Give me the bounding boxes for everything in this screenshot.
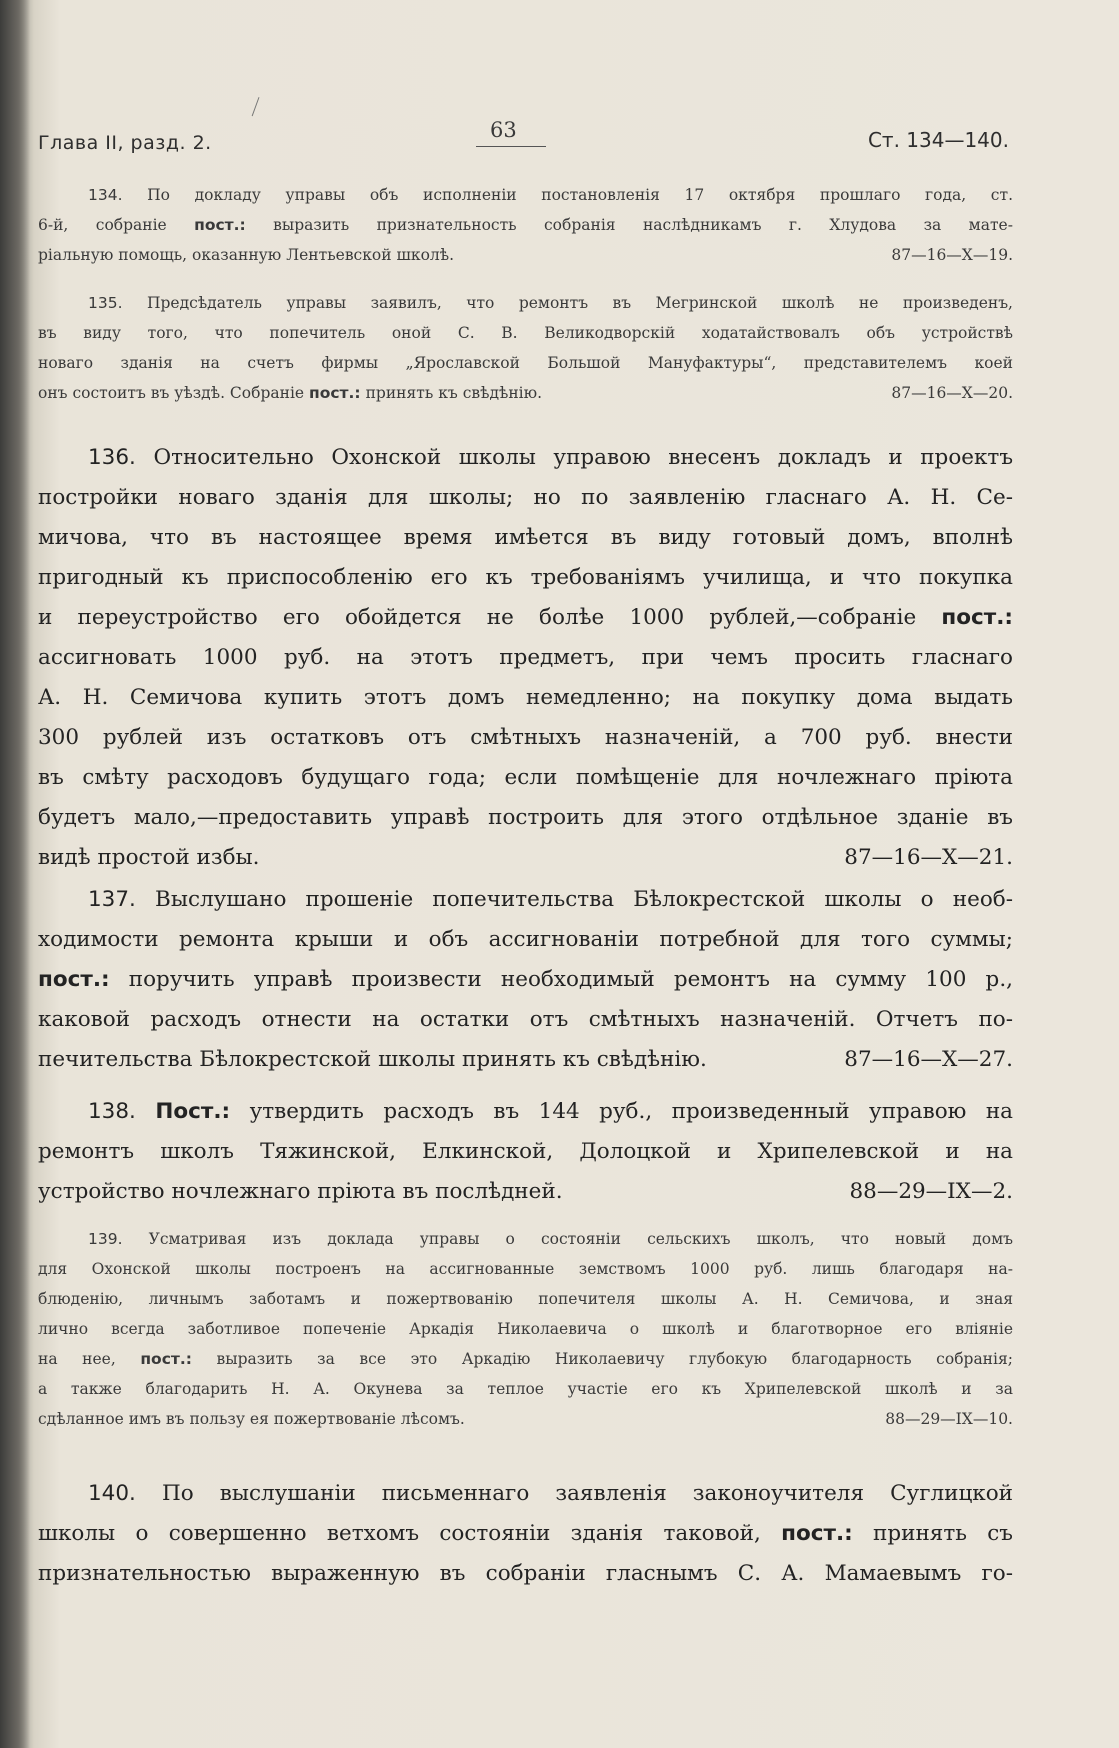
binding-edge	[0, 0, 30, 1748]
resolution-keyword: пост.:	[309, 384, 361, 402]
resolution-keyword: пост.:	[941, 605, 1014, 630]
running-header	[38, 110, 1009, 160]
article-number: 136.	[88, 445, 136, 470]
article-number: 137.	[88, 887, 136, 912]
resolution-keyword: Пост.:	[155, 1099, 231, 1124]
article-134: 134. По докладу управы объ исполненіи постановленія 17 октября прошлаго года, ст. 6-й, собраніе пост.: выразить признательность собранія наслѣдникамъ г. Хлудова за мате- ріальную помощь, оказанную Лентьевской школѣ. 87—16—X—19.	[38, 180, 1013, 270]
resolution-keyword: пост.:	[194, 216, 246, 234]
article-140: 140. По выслушаніи письменнаго заявленія законоучителя Суглицкой школы о совершенно ветхомъ состояніи зданія таковой, пост.: принять съ признательностью выраженную въ собраніи гласнымъ С. А. Мамаевымъ го-	[38, 1481, 1013, 1586]
article-137: 137. Выслушано прошеніе попечительства Бѣлокрестской школы о необ- ходимости ремонта крыши и объ ассигнованіи потребной для того суммы; пост.: поручить управѣ произвести необходимый ремонтъ на сумму 100 р., каковой расходъ отнести на остатки отъ смѣтныхъ назначеній. Отчетъ по- печительства Бѣлокрестской школы принять къ свѣдѣнію. 87—16—X—27.	[38, 880, 1013, 1080]
page-number: 63	[490, 118, 517, 142]
page-number-rule	[476, 146, 546, 147]
article-number: 138.	[88, 1099, 136, 1124]
journal-reference: 87—16—X—20.	[891, 384, 1013, 402]
journal-reference: 88—29—IX—2.	[849, 1179, 1013, 1204]
article-number: 134.	[88, 186, 123, 204]
resolution-keyword: пост.:	[140, 1350, 192, 1368]
journal-reference: 88—29—IX—10.	[885, 1410, 1013, 1428]
article-135: 135. Предсѣдатель управы заявилъ, что ремонтъ въ Мегринской школѣ не произведенъ, въ виду того, что попечитель оной С. В. Великодворскій ходатайствовалъ объ устройствѣ новаго зданія на счетъ фирмы „Ярославской Большой Мануфактуры“, представителемъ коей онъ состоитъ въ уѣздѣ. Собраніе пост.: принять къ свѣдѣнію. 87—16—X—20.	[38, 288, 1013, 408]
resolution-keyword: пост.:	[781, 1521, 853, 1546]
article-138: 138. Пост.: утвердить расходъ въ 144 руб., произведенный управою на ремонтъ школъ Тяжинской, Елкинской, Долоцкой и Хрипелевской и на устройство ночлежнаго пріюта въ послѣдней. 88—29—IX—2.	[38, 1092, 1013, 1212]
chapter-section: Глава II, разд. 2.	[38, 132, 212, 154]
article-number: 135.	[88, 294, 123, 312]
article-number: 140.	[88, 1481, 136, 1506]
journal-reference: 87—16—X—19.	[891, 246, 1013, 264]
article-136: 136. Относительно Охонской школы управою внесенъ докладъ и проектъ постройки новаго зданія для школы; но по заявленію гласнаго А. Н. Се- мичова, что въ настоящее время имѣется въ виду готовый домъ, вполнѣ пригодный къ приспособленію его къ требованіямъ училища, и что покупка и переустройство его обойдется не болѣе 1000 рублей,—собраніе пост.: ассигновать 1000 руб. на этотъ предметъ, при чемъ просить гласнаго А. Н. Семичова купить этотъ домъ немедленно; на покупку дома выдать 300 рублей изъ остатковъ отъ смѣтныхъ назначеній, а 700 руб. внести въ смѣту расходовъ будущаго года; если помѣщеніе для ночлежнаго пріюта будетъ мало,—предоставить управѣ построить для этого отдѣльное зданіе въ видѣ простой избы. 87—16—X—21.	[38, 438, 1013, 878]
article-number: 139.	[88, 1230, 123, 1248]
journal-reference: 87—16—X—21.	[844, 845, 1013, 870]
resolution-keyword: пост.:	[38, 967, 110, 992]
article-139: 139. Усматривая изъ доклада управы о состояніи сельскихъ школъ, что новый домъ для Охонской школы построенъ на ассигнованные земствомъ 1000 руб. лишь благодаря на- блюденію, личнымъ заботамъ и пожертвованію попечителя школы А. Н. Семичова, и зная лично всегда заботливое попеченіе Аркадія Николаевича о школѣ и благотворное его вліяніе на нее, пост.: выразить за все это Аркадію Николаевичу глубокую благодарность собранія; а также благодарить Н. А. Окунева за теплое участіе его къ Хрипелевской школѣ и за сдѣланное имъ въ пользу ея пожертвованіе лѣсомъ. 88—29—IX—10.	[38, 1224, 1013, 1434]
journal-reference: 87—16—X—27.	[844, 1047, 1013, 1072]
article-range: Ст. 134—140.	[867, 128, 1009, 152]
